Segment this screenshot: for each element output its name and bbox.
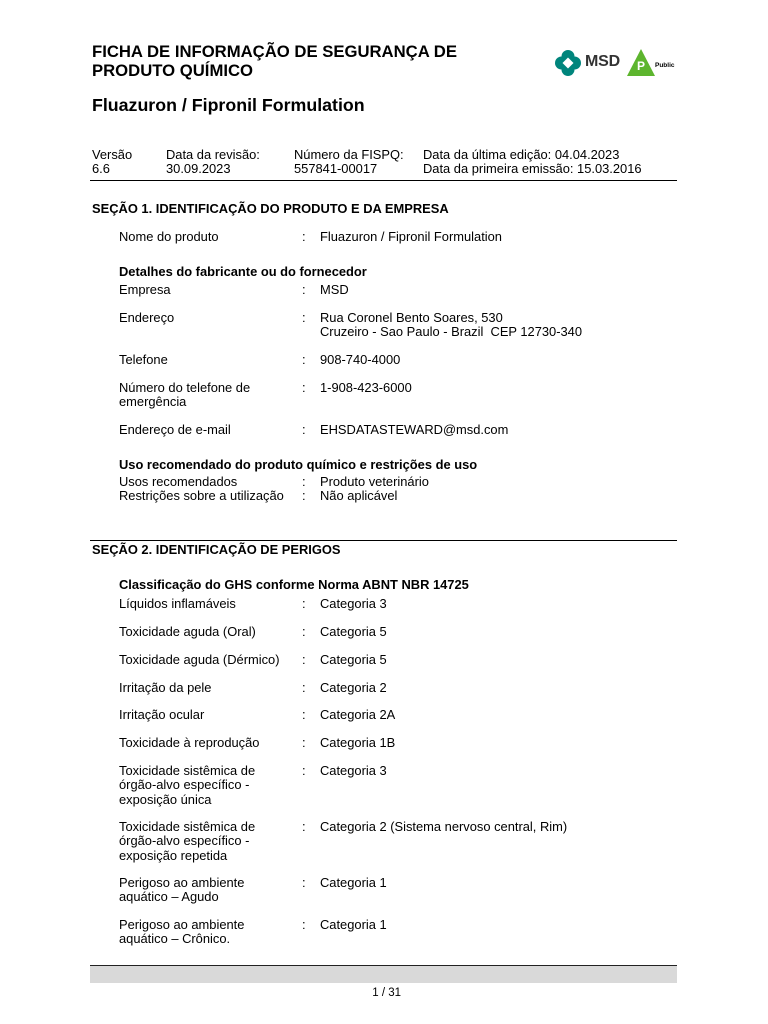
phone-label: Telefone <box>119 352 168 367</box>
hazard-row <box>0 653 768 668</box>
use-restrictions-label: Restrições sobre a utilização <box>119 488 284 503</box>
page-number: 1 / 31 <box>372 987 402 999</box>
product-title: Fluazuron / Fipronil Formulation <box>92 95 365 115</box>
hazard-category-value: Categoria 2 (Sistema nervoso central, Rim) <box>320 819 568 834</box>
emergency-phone-value: 1-908-423-6000 <box>320 380 412 395</box>
section-1-heading: SEÇÃO 1. IDENTIFICAÇÃO DO PRODUTO E DA EMPRESA <box>92 201 449 216</box>
product-name-value: Fluazuron / Fipronil Formulation <box>320 229 502 244</box>
hazard-row <box>0 708 768 723</box>
recommended-uses-value: Produto veterinário <box>320 474 429 489</box>
hazard-class-label: Perigoso ao ambiente aquático – Agudo <box>119 875 245 905</box>
field-separator: : <box>302 917 306 932</box>
field-separator: : <box>302 819 306 834</box>
hazard-class-label: Toxicidade aguda (Dérmico) <box>119 652 280 667</box>
hazard-class-label: Irritação da pele <box>119 680 212 695</box>
hazard-class-label: Toxicidade aguda (Oral) <box>119 624 256 639</box>
hazard-category-value: Categoria 3 <box>320 763 387 778</box>
last-edition-date: Data da última edição: 04.04.2023 <box>423 147 620 162</box>
company-row <box>0 283 768 298</box>
header-divider <box>90 180 677 181</box>
emergency-phone-label: Número do telefone de emergência <box>119 380 251 410</box>
section-2-heading: SEÇÃO 2. IDENTIFICAÇÃO DE PERIGOS <box>92 542 341 557</box>
field-separator: : <box>302 282 306 297</box>
hazard-category-value: Categoria 5 <box>320 652 387 667</box>
hazard-category-value: Categoria 3 <box>320 596 387 611</box>
company-label: Empresa <box>119 282 171 297</box>
product-name-label: Nome do produto <box>119 229 219 244</box>
hazard-row <box>0 625 768 640</box>
document-title-line-2: PRODUTO QUÍMICO <box>92 61 254 80</box>
hazard-row <box>0 736 768 751</box>
field-separator: : <box>302 310 306 325</box>
revision-date-value: 30.09.2023 <box>166 161 231 176</box>
classification-letter: P <box>637 59 646 73</box>
page-footer <box>90 965 677 999</box>
recommended-use-subheading: Uso recomendado do produto químico e restrições de uso <box>119 457 478 472</box>
hazard-category-value: Categoria 1 <box>320 875 387 890</box>
hazard-class-label: Toxicidade sistêmica de órgão-alvo específico - exposição única <box>119 763 256 807</box>
hazard-class-label: Perigoso ao ambiente aquático – Crônico. <box>119 917 245 947</box>
field-separator: : <box>302 352 306 367</box>
hazard-category-value: Categoria 2A <box>320 707 396 722</box>
field-separator: : <box>302 596 306 611</box>
section-divider <box>90 540 677 541</box>
hazard-row <box>0 917 768 947</box>
email-label: Endereço de e-mail <box>119 422 231 437</box>
address-row <box>0 310 768 340</box>
version-value: 6.6 <box>92 161 110 176</box>
company-value: MSD <box>320 282 349 297</box>
recommended-uses-label: Usos recomendados <box>119 474 238 489</box>
field-separator: : <box>302 474 306 489</box>
first-issue-date: Data da primeira emissão: 15.03.2016 <box>423 161 642 176</box>
hazard-category-value: Categoria 1B <box>320 735 396 750</box>
hazard-category-value: Categoria 1 <box>320 917 387 932</box>
field-separator: : <box>302 680 306 695</box>
classification-label: Public <box>655 62 675 69</box>
hazard-class-label: Irritação ocular <box>119 707 205 722</box>
hazard-row <box>0 819 768 863</box>
field-separator: : <box>302 380 306 395</box>
hazard-row <box>0 763 768 807</box>
hazard-row <box>0 875 768 905</box>
field-separator: : <box>302 735 306 750</box>
field-separator: : <box>302 422 306 437</box>
emergency-phone-row <box>0 380 768 410</box>
hazard-class-label: Líquidos inflamáveis <box>119 596 236 611</box>
field-separator: : <box>302 652 306 667</box>
phone-value: 908-740-4000 <box>320 352 401 367</box>
field-separator: : <box>302 763 306 778</box>
hazard-category-value: Categoria 5 <box>320 624 387 639</box>
hazard-row <box>0 597 768 612</box>
hazard-class-label: Toxicidade sistêmica de órgão-alvo específico - exposição repetida <box>119 819 256 863</box>
use-restrictions-value: Não aplicável <box>320 488 398 503</box>
hazard-category-value: Categoria 2 <box>320 680 387 695</box>
hazard-class-label: Toxicidade à reprodução <box>119 735 260 750</box>
product-name-row <box>0 230 768 245</box>
phone-row <box>0 353 768 368</box>
revision-date-label: Data da revisão: <box>166 147 260 162</box>
field-separator: : <box>302 707 306 722</box>
ghs-classification-subheading: Classificação do GHS conforme Norma ABNT NBR 14725 <box>119 577 469 592</box>
brand-logo-text: MSD <box>585 53 620 70</box>
sds-number-value: 557841-00017 <box>294 161 378 176</box>
field-separator: : <box>302 229 306 244</box>
use-restrictions-row <box>0 489 768 504</box>
msd-logo-icon <box>555 50 581 76</box>
email-value: EHSDATASTEWARD@msd.com <box>320 422 509 437</box>
field-separator: : <box>302 875 306 890</box>
document-title-line-1: FICHA DE INFORMAÇÃO DE SEGURANÇA DE <box>92 42 457 61</box>
address-value: Rua Coronel Bento Soares, 530 Cruzeiro - Sao Paulo - Brazil CEP 12730-340 <box>320 310 583 340</box>
sds-number-label: Número da FISPQ: <box>294 147 404 162</box>
version-label: Versão <box>92 147 133 162</box>
supplier-subheading: Detalhes do fabricante ou do fornecedor <box>119 264 367 279</box>
field-separator: : <box>302 624 306 639</box>
field-separator: : <box>302 488 306 503</box>
email-row <box>0 423 768 438</box>
hazard-row <box>0 681 768 696</box>
address-label: Endereço <box>119 310 175 325</box>
